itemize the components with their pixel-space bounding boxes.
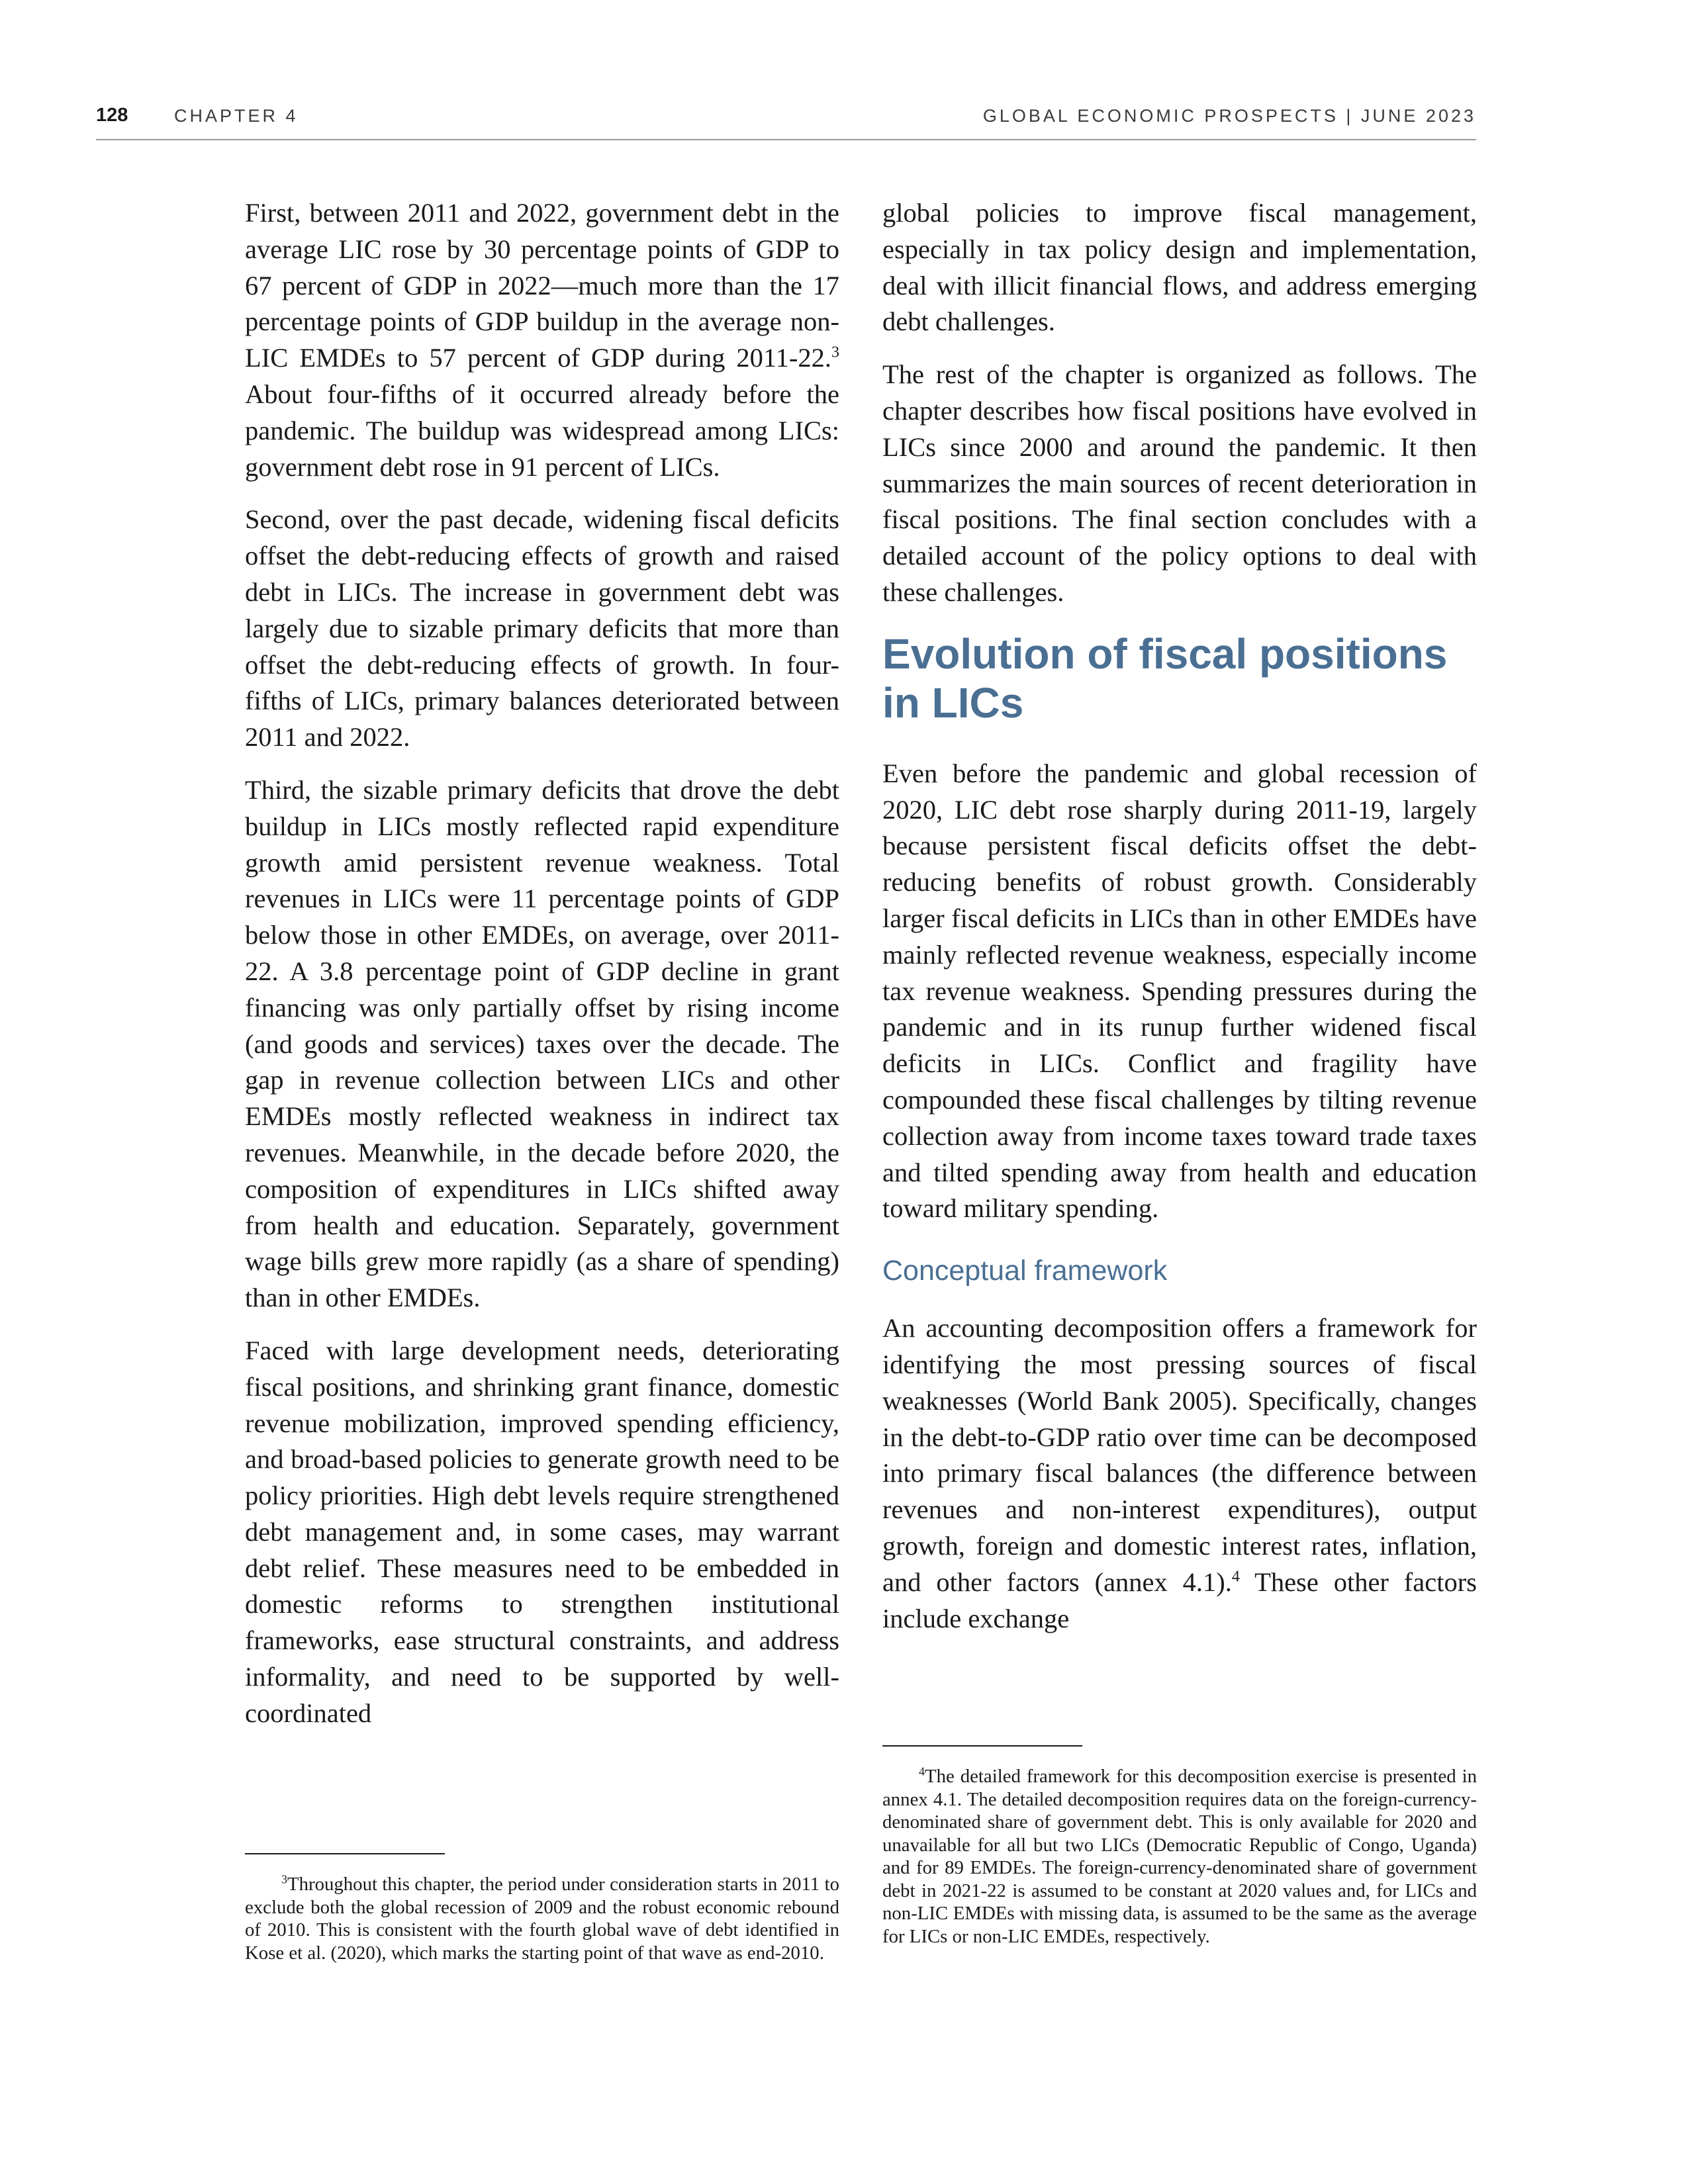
footnote-mark-4: 4 (919, 1764, 925, 1778)
footnote-3 (245, 1873, 839, 1964)
footnote-text: The detailed framework for this decomposition exercise is presented in annex 4.1. The detailed decomposition requires data on the foreign-currency-denominated share of government debt. This is only available for 2020 and unavailable for all but two LICs (Democratic Republic of Congo, Uganda) and for 89 EMDEs. The foreign-currency-denominated share of government debt in 2021-22 is assumed to be constant at 2020 values and, for LICs and non-LIC EMDEs with missing data, is assumed to be the same as the average for LICs or non-LIC EMDEs, respectively. (882, 1766, 1477, 1947)
subsection-heading: Conceptual framework (882, 1255, 1168, 1287)
footnote-rule-right (882, 1745, 1082, 1747)
paragraph-global-policies: global policies to improve fiscal management, especially in tax policy design and implementation, deal with illicit financial flows, and address emerging debt challenges. (882, 198, 1477, 337)
paragraph-policy-priorities: Faced with large development needs, deteriorating fiscal positions, and shrinking grant finance, domestic revenue mobilization, improved spending efficiency, and broad-based policies to generate growth need to be policy priorities. High debt levels require strengthened debt management and, in some cases, may warrant debt relief. These measures need to be embedded in domestic reforms to strengthen institutional frameworks, ease structural constraints, and address informality, and need to be supported by well-coordinated (245, 1335, 839, 1728)
right-column (882, 195, 1477, 1653)
footnote-text: Throughout this chapter, the period under consideration starts in 2011 to exclude both the global recession of 2009 and the robust economic rebound of 2010. This is consistent with the fourth global wave of debt identified in Kose et al. (2020), which marks the starting point of that wave as end-2010. (245, 1874, 839, 1964)
paragraph-debt-rise (245, 195, 839, 485)
paragraph-text: An accounting decomposition offers a framework for identifying the most pressing sources of fiscal weaknesses (World Bank 2005). Specifically, changes in the debt-to-GDP ratio over time can be decomposed into primary fiscal balances (the difference between revenues and non-interest expenditures), output growth, foreign and domestic interest rates, inflation, and other factors (annex 4.1). (882, 1313, 1477, 1597)
paragraph-chapter-organization: The rest of the chapter is organized as follows. The chapter describes how fiscal positions have evolved in LICs since 2000 and around the pandemic. It then summarizes the main sources of recent deterioration in fiscal positions. The final section concludes with a detailed account of the policy options to deal with these challenges. (882, 359, 1477, 607)
header-rule (96, 139, 1476, 140)
footnote-ref-4[interactable]: 4 (1231, 1568, 1240, 1586)
paragraph-primary-deficits: Third, the sizable primary deficits that drove the debt buildup in LICs mostly reflected rapid expenditure growth amid persistent revenue weakness. Total revenues in LICs were 11 percentage points of GDP below those in other EMDEs, on average, over 2011-22. A 3.8 percentage point of GDP decline in grant financing was only partially offset by rising income (and goods and services) taxes over the decade. The gap in revenue collection between LICs and other EMDEs mostly reflected weakness in indirect tax revenues. Meanwhile, in the decade before 2020, the composition of expenditures in LICs shifted away from health and education. Separately, government wage bills grew more rapidly (as a share of spending) than in other EMDEs. (245, 774, 839, 1313)
paragraph-text: First, between 2011 and 2022, government debt in the average LIC rose by 30 percentage points of GDP to 67 percent of GDP in 2022—much more than the 17 percentage points of GDP buildup in the average non-LIC EMDEs to 57 percent of GDP during 2011-22. (245, 198, 839, 373)
page-number: 128 (96, 105, 128, 126)
left-column (245, 195, 839, 1749)
paragraph-text: These other factors include exchange (882, 1567, 1477, 1633)
chapter-label: CHAPTER 4 (174, 106, 299, 126)
publication-title: GLOBAL ECONOMIC PROSPECTS | JUNE 2023 (982, 106, 1476, 126)
section-heading: Evolution of fiscal positions in LICs (882, 629, 1448, 727)
paragraph-text: About four-fifths of it occurred already before the pandemic. The buildup was widespread among LICs: government debt rose in 91 percent of LICs. (245, 379, 839, 482)
footnote-rule-left (245, 1853, 445, 1854)
paragraph-framework (882, 1310, 1477, 1637)
footnote-ref-3[interactable]: 3 (831, 343, 839, 361)
paragraph-evolution: Even before the pandemic and global recession of 2020, LIC debt rose sharply during 2011-19, largely because persistent fiscal deficits offset the debt-reducing benefits of robust growth. Considerably larger fiscal deficits in LICs than in other EMDEs have mainly reflected revenue weakness, especially income tax revenue weakness. Spending pressures during the pandemic and in its runup further widened fiscal deficits in LICs. Conflict and fragility have compounded these fiscal challenges by tilting revenue collection away from income taxes toward trade taxes and tilted spending away from health and education toward military spending. (882, 758, 1477, 1224)
running-header (96, 105, 1476, 138)
footnote-mark-3: 3 (281, 1872, 287, 1886)
footnote-4 (882, 1765, 1477, 1948)
paragraph-deficits: Second, over the past decade, widening fiscal deficits offset the debt-reducing effects of growth and raised debt in LICs. The increase in government debt was largely due to sizable primary deficits that more than offset the debt-reducing effects of growth. In four-fifths of LICs, primary balances deteriorated between 2011 and 2022. (245, 504, 839, 752)
